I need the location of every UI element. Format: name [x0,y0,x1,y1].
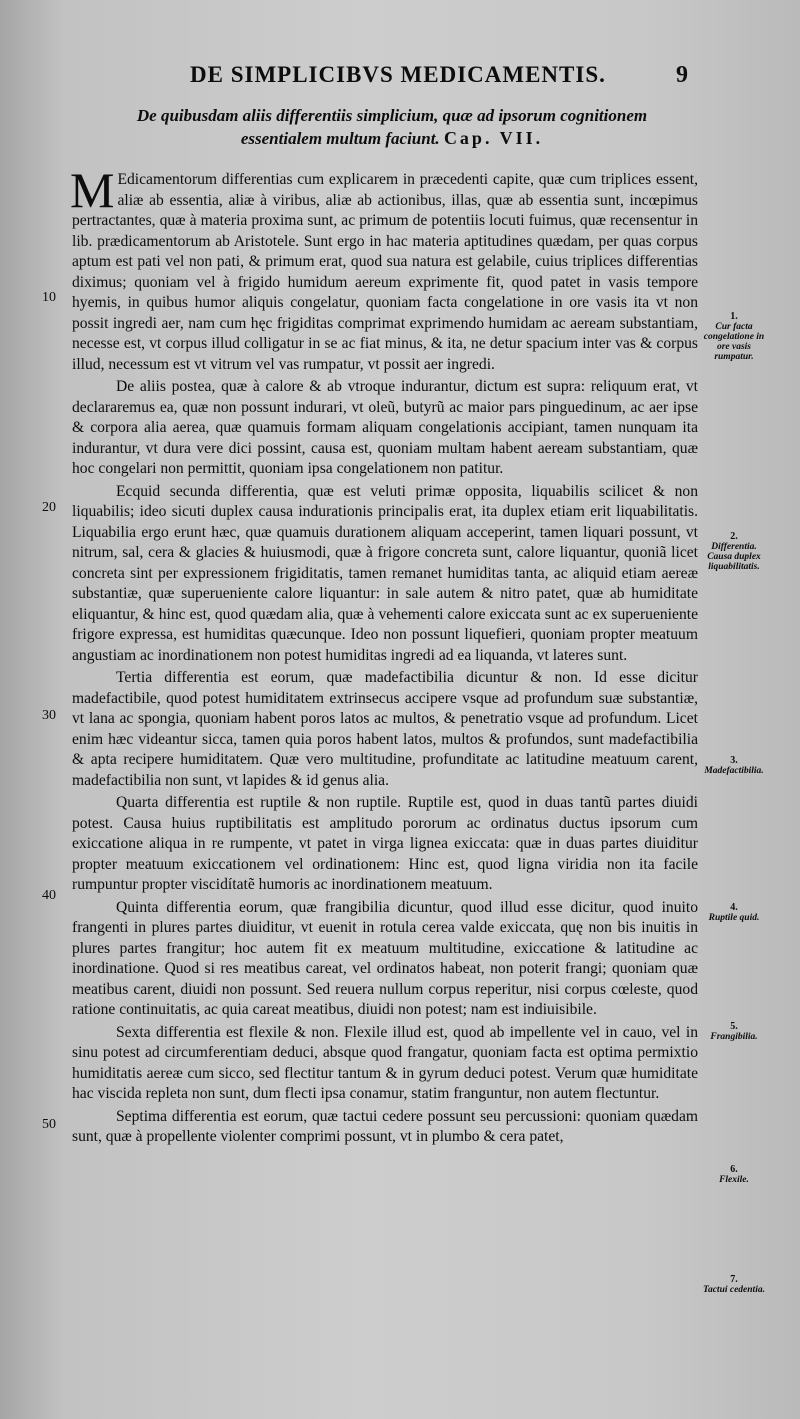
page-number: 9 [676,62,688,88]
paragraph [70,162,698,375]
margin-note-number: 6. [730,1164,738,1175]
paragraph [72,793,698,896]
margin-note [698,903,770,923]
margin-note [698,1165,770,1185]
paragraph [72,1107,698,1148]
paragraph [72,377,698,480]
chapter-heading [112,105,672,150]
line-number: 10 [42,290,56,305]
drop-cap: M [70,162,115,218]
margin-note-text: Cur facta congelatione in ore vasis rumpatur. [703,322,765,362]
paragraph-text: Septima differentia est eorum, quæ tactui cedere possunt seu percussioni: quoniam quædam sunt, quæ à propellente violenter comprimi possunt, vt in plumbo & cera patet, [72,1107,698,1145]
paragraph-text: De aliis postea, quæ à calore & ab vtroque indurantur, dictum est supra: reliquum erat, vt declararemus ea, quæ non possunt indurari, vt oleũ, butyrũ ac maior pars pinguedinum, ac aer ipse & corpora alia aerea, quæ quamuis formam aliquam congelationis accipiant, tamen nunquam ita indurantur, vt dura vere dici possint, causa est, quoniam multam habent aeream substantiam, quæ hoc congelari non permittit, quoniam ipsa congelationem non patitur. [72,378,698,477]
margin-note-text: Ruptile quid. [708,913,760,923]
chapter-title: De quibusdam aliis differentiis simplicium, quæ ad ipsorum cognitionem essentialem multum faciunt. [136,106,648,148]
running-head: DE SIMPLICIBVS MEDICAMENTIS. [190,62,606,87]
paragraph [72,482,698,667]
margin-note-number: 2. [730,531,738,542]
margin-note [698,756,770,776]
margin-note [698,312,770,362]
body-text [70,162,698,1148]
margin-note-text: Frangibilia. [710,1032,758,1042]
line-number: 50 [42,1117,56,1132]
paragraph [72,668,698,791]
paragraph-text: Tertia differentia est eorum, quæ madefactibilia dicuntur & non. Id esse dicitur madefactibile, quod potest humiditatem extrinsecus accipere vsque ad profundum suæ substantiæ, vt lana ac spongia, quoniam habent poros latos ac multos, & penetratio vsque ad profundum. Licet enim hæc videantur sicca, tamen quia poros habent latos, multos & profundos, sunt madefactibilia & apta recipere humiditatem. Quæ vero multitudine, profunditate ac latitudine meatuum carent, madefactibilia non sunt, vt lapides & id genus alia. [72,669,698,789]
line-number: 40 [42,888,56,903]
line-number: 30 [42,708,56,723]
margin-note-text: Tactui cedentia. [703,1285,765,1295]
margin-note-number: 4. [730,902,738,913]
paragraph [72,898,698,1021]
margin-note-number: 3. [730,755,738,766]
margin-note-text: Flexile. [719,1175,749,1185]
margin-note-text: Differentia. Causa duplex liquabilitatis. [707,542,761,572]
paragraph-text: Ecquid secunda differentia, quæ est veluti primæ opposita, liquabilis scilicet & non liquabilis; ideo sicuti duplex causa indurationis principalis erat, ita duplex etiam erit liquabilitatis. Liquabilia ergo erunt hæc, quæ quamuis durationem aliquam acceperint, tamen liquari possunt, vt nitrum, sal, cera & glacies & huiusmodi, quæ à frigore concreta sunt, calore liquantur, quoniã licet concreta sint per expressionem frigiditatis, tamen remanet humiditas tanta, ac aliquid etiam aereæ substantiæ, quæ superueniente calore liquantur: in sale autem & nitro patet, quæ ab humiditate eliquantur, & hinc est, quod quædam alia, quæ à vehementi calore exiccata sunt ac ex superueniente frigore expressa, est humiditas quæcunque. Ideo non possunt liquefieri, quoniam propter meatuum angustiam ac inordinationem non potest humiditas ingredi ad ea liquanda, vt lateres sunt. [72,482,698,664]
line-number: 20 [42,500,56,515]
paragraph-text: Sexta differentia est flexile & non. Flexile illud est, quod ab impellente vel in cauo, vel in sinu potest ad circumferentiam deduci, absque quod frangatur, quoniam facta est optima permixtio humiditatis aereæ cum sicco, sed flectitur tantum & in gyrum deduci potest. Verum quæ humiditate hac viscida repleta non sunt, dum flecti ipsa conamur, statim franguntur, non autem flectuntur. [72,1023,698,1102]
margin-note-number: 7. [730,1274,738,1285]
margin-note [698,1022,770,1042]
margin-note [698,532,770,572]
paragraph-text: Quarta differentia est ruptile & non ruptile. Ruptile est, quod in duas tantũ partes diuidi potest. Causa huius ruptibilitatis est amplitudo pororum ac ordinatus ductus ipsorum cum exiccatione aliqua in re rumpente, vt patet in virga lignea exiccata: quæ in duas partes diuiditur propter meatuum exiccationem vel ordinationem: Hinc est, quod ligna viridia non ita facile rumpuntur propter viscidítatẽ humoris ac inordinationem meatuum. [72,794,698,893]
margin-note-text: Madefactibilia. [704,766,764,776]
paragraph-text: Quinta differentia eorum, quæ frangibilia dicuntur, quod illud esse dicitur, quod inuito frangenti in plures partes diuiditur, vt euenit in rotula cerea valde exiccata, quę non bis inuitis in plures partes frangitur; hoc autem fit ex meatuum multitudine, exiccatione & latitudine ac inordinatione. Quod si res meatibus careat, vel ordinatos habeat, non poterit frangi; quoniam quæ meatibus carent, diuidi non possunt. Sed reuera nullum corpus reperitur, nisi corpus cœleste, quod ratione continuitatis, ac quia careat meatibus, diuidi non potest; nam est indiuisibile. [72,898,698,1018]
margin-note-number: 1. [730,311,738,322]
margin-note-number: 5. [730,1021,738,1032]
paragraph [72,1023,698,1105]
paragraph-text: Edicamentorum differentias cum explicarem in præcedenti capite, quæ cum triplices essent, aliæ ab essentia, aliæ à viribus, aliæ ab actionibus, illas, quæ ab essentia sunt, incœpimus pertractantes, quæ à materia proxima sunt, ac primum de potentiis locuti fuimus, quæ recensentur in lib. prædicamentorum ab Aristotele. Sunt ergo in hac materia aptitudines quædam, per quas corpus aptum est pati vel non pati, & primum erat, quod sua natura est gelabile, cuius triplices differentias diximus; quoniam vel à frigido humidum aereum exprimente fit, quod patet in vasis tempore hyemis, in quibus humor aliquis congelatur, quoniam facta congelatione in ore vasis ita vt non possit ingredi aer, nam cum hęc frigiditas comprimat exprimendo humidam ac aeream substantiam, necesse est, vt corpus illud colligatur in se ac fiat minus, & ita, ne detur spacium inter vas & corpus illud, necessum est vt vitrum vel vas rumpatur, vt possit aer ingredi. [72,171,698,373]
margin-note [698,1275,770,1295]
chapter-number: Cap. VII. [443,128,544,148]
